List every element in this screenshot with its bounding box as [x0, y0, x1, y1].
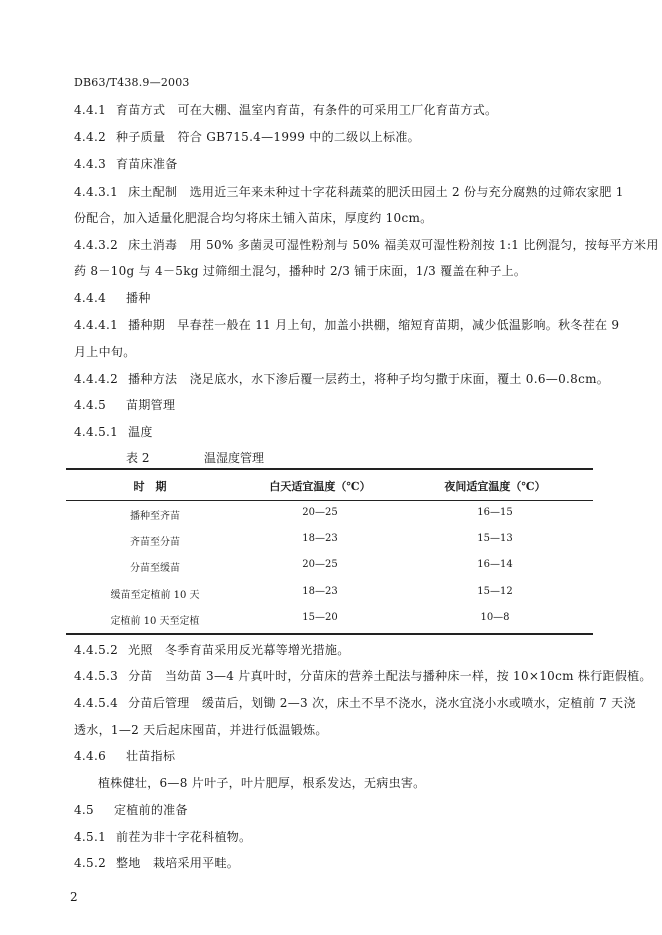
para-4-5-1: 4.5.1 前茬为非十字花科植物。: [74, 830, 252, 844]
row-day: 20—25: [302, 507, 338, 518]
table-top-rule: [66, 468, 593, 470]
row-night: 15—12: [477, 586, 513, 597]
para-4-4-5-4: 4.4.5.4 分苗后管理 缓苗后，划锄 2—3 次，床土不旱不浇水，浇水宜浇小水或喷水，定植前 7 天浇: [74, 696, 636, 710]
row-night: 16—15: [477, 507, 513, 518]
row-period: 缓苗至定植前 10 天: [110, 590, 200, 601]
para-4-4-5-2: 4.4.5.2 光照 冬季育苗采用反光幕等增光措施。: [74, 643, 350, 657]
para-4-4-4-1: 4.4.4.1 播种期 早春茬一般在 11 月上旬，加盖小拱棚，缩短育苗期，减少低温影响。秋冬茬在 9: [74, 318, 620, 332]
para-4-4-3-1-cont: 份配合，加入适量化肥混合均匀将床土铺入苗床，厚度约 10cm。: [74, 211, 433, 225]
page-number: 2: [70, 890, 78, 904]
para-4-4-4-1-cont: 月上中旬。: [74, 345, 136, 359]
para-4-4-3-1: 4.4.3.1 床土配制 选用近三年来未种过十字花科蔬菜的肥沃田园土 2 份与充分腐熟的过筛农家肥 1: [74, 185, 624, 199]
para-4-4-4: 4.4.4 播种: [74, 291, 151, 305]
para-4-4-1: 4.4.1 育苗方式 可在大棚、温室内育苗，有条件的可采用工厂化育苗方式。: [74, 103, 498, 117]
row-night: 16—14: [477, 559, 513, 570]
table-header-night-temp: 夜间适宜温度（℃）: [444, 480, 546, 493]
para-4-4-3-2: 4.4.3.2 床土消毒 用 50% 多菌灵可湿性粉剂与 50% 福美双可湿性粉剂按 1:1 比例混匀，按每平方米用: [74, 238, 659, 252]
para-4-4-3: 4.4.3 育苗床准备: [74, 157, 178, 171]
para-4-4-6: 4.4.6 壮苗指标: [74, 749, 176, 763]
row-period: 定植前 10 天至定植: [110, 616, 200, 627]
row-night: 10—8: [480, 612, 510, 623]
para-4-4-5: 4.4.5 苗期管理: [74, 398, 176, 412]
para-4-5: 4.5 定植前的准备: [74, 803, 188, 817]
para-4-4-6-body: 植株健壮，6—8 片叶子，叶片肥厚，根系发达，无病虫害。: [98, 776, 426, 790]
para-4-4-5-3: 4.4.5.3 分苗 当幼苗 3—4 片真叶时，分苗床的营养土配法与播种床一样，按 10×10cm 株行距假植。: [74, 669, 652, 683]
para-4-4-5-4-cont: 透水，1—2 天后起床囤苗，并进行低温锻炼。: [74, 723, 328, 737]
row-day: 18—23: [302, 533, 338, 544]
table-bottom-rule: [66, 633, 593, 635]
table-header-day-temp: 白天适宜温度（℃）: [269, 480, 371, 493]
row-day: 20—25: [302, 559, 338, 570]
row-period: 分苗至缓苗: [130, 563, 180, 574]
table-header-period: 时 期: [133, 480, 167, 493]
row-day: 15—20: [302, 612, 338, 623]
table-label: 表 2: [126, 451, 150, 465]
para-4-4-4-2: 4.4.4.2 播种方法 浇足底水，水下渗后覆一层药土，将种子均匀撒于床面，覆土 0.6—0.8cm。: [74, 372, 610, 386]
row-period: 播种至齐苗: [130, 511, 180, 522]
para-4-4-3-2-cont: 药 8－10g 与 4－5kg 过筛细土混匀，播种时 2/3 铺于床面，1/3 覆盖在种子上。: [74, 264, 527, 278]
row-night: 15—13: [477, 533, 513, 544]
row-day: 18—23: [302, 586, 338, 597]
table-title: 温湿度管理: [204, 451, 265, 465]
para-4-4-5-1: 4.4.5.1 温度: [74, 425, 153, 439]
para-4-4-2: 4.4.2 种子质量 符合 GB715.4—1999 中的二级以上标准。: [74, 130, 420, 144]
table-header-rule: [66, 500, 593, 501]
para-4-5-2: 4.5.2 整地 栽培采用平畦。: [74, 856, 240, 870]
row-period: 齐苗至分苗: [130, 537, 180, 548]
document-code: DB63/T438.9—2003: [74, 76, 190, 89]
